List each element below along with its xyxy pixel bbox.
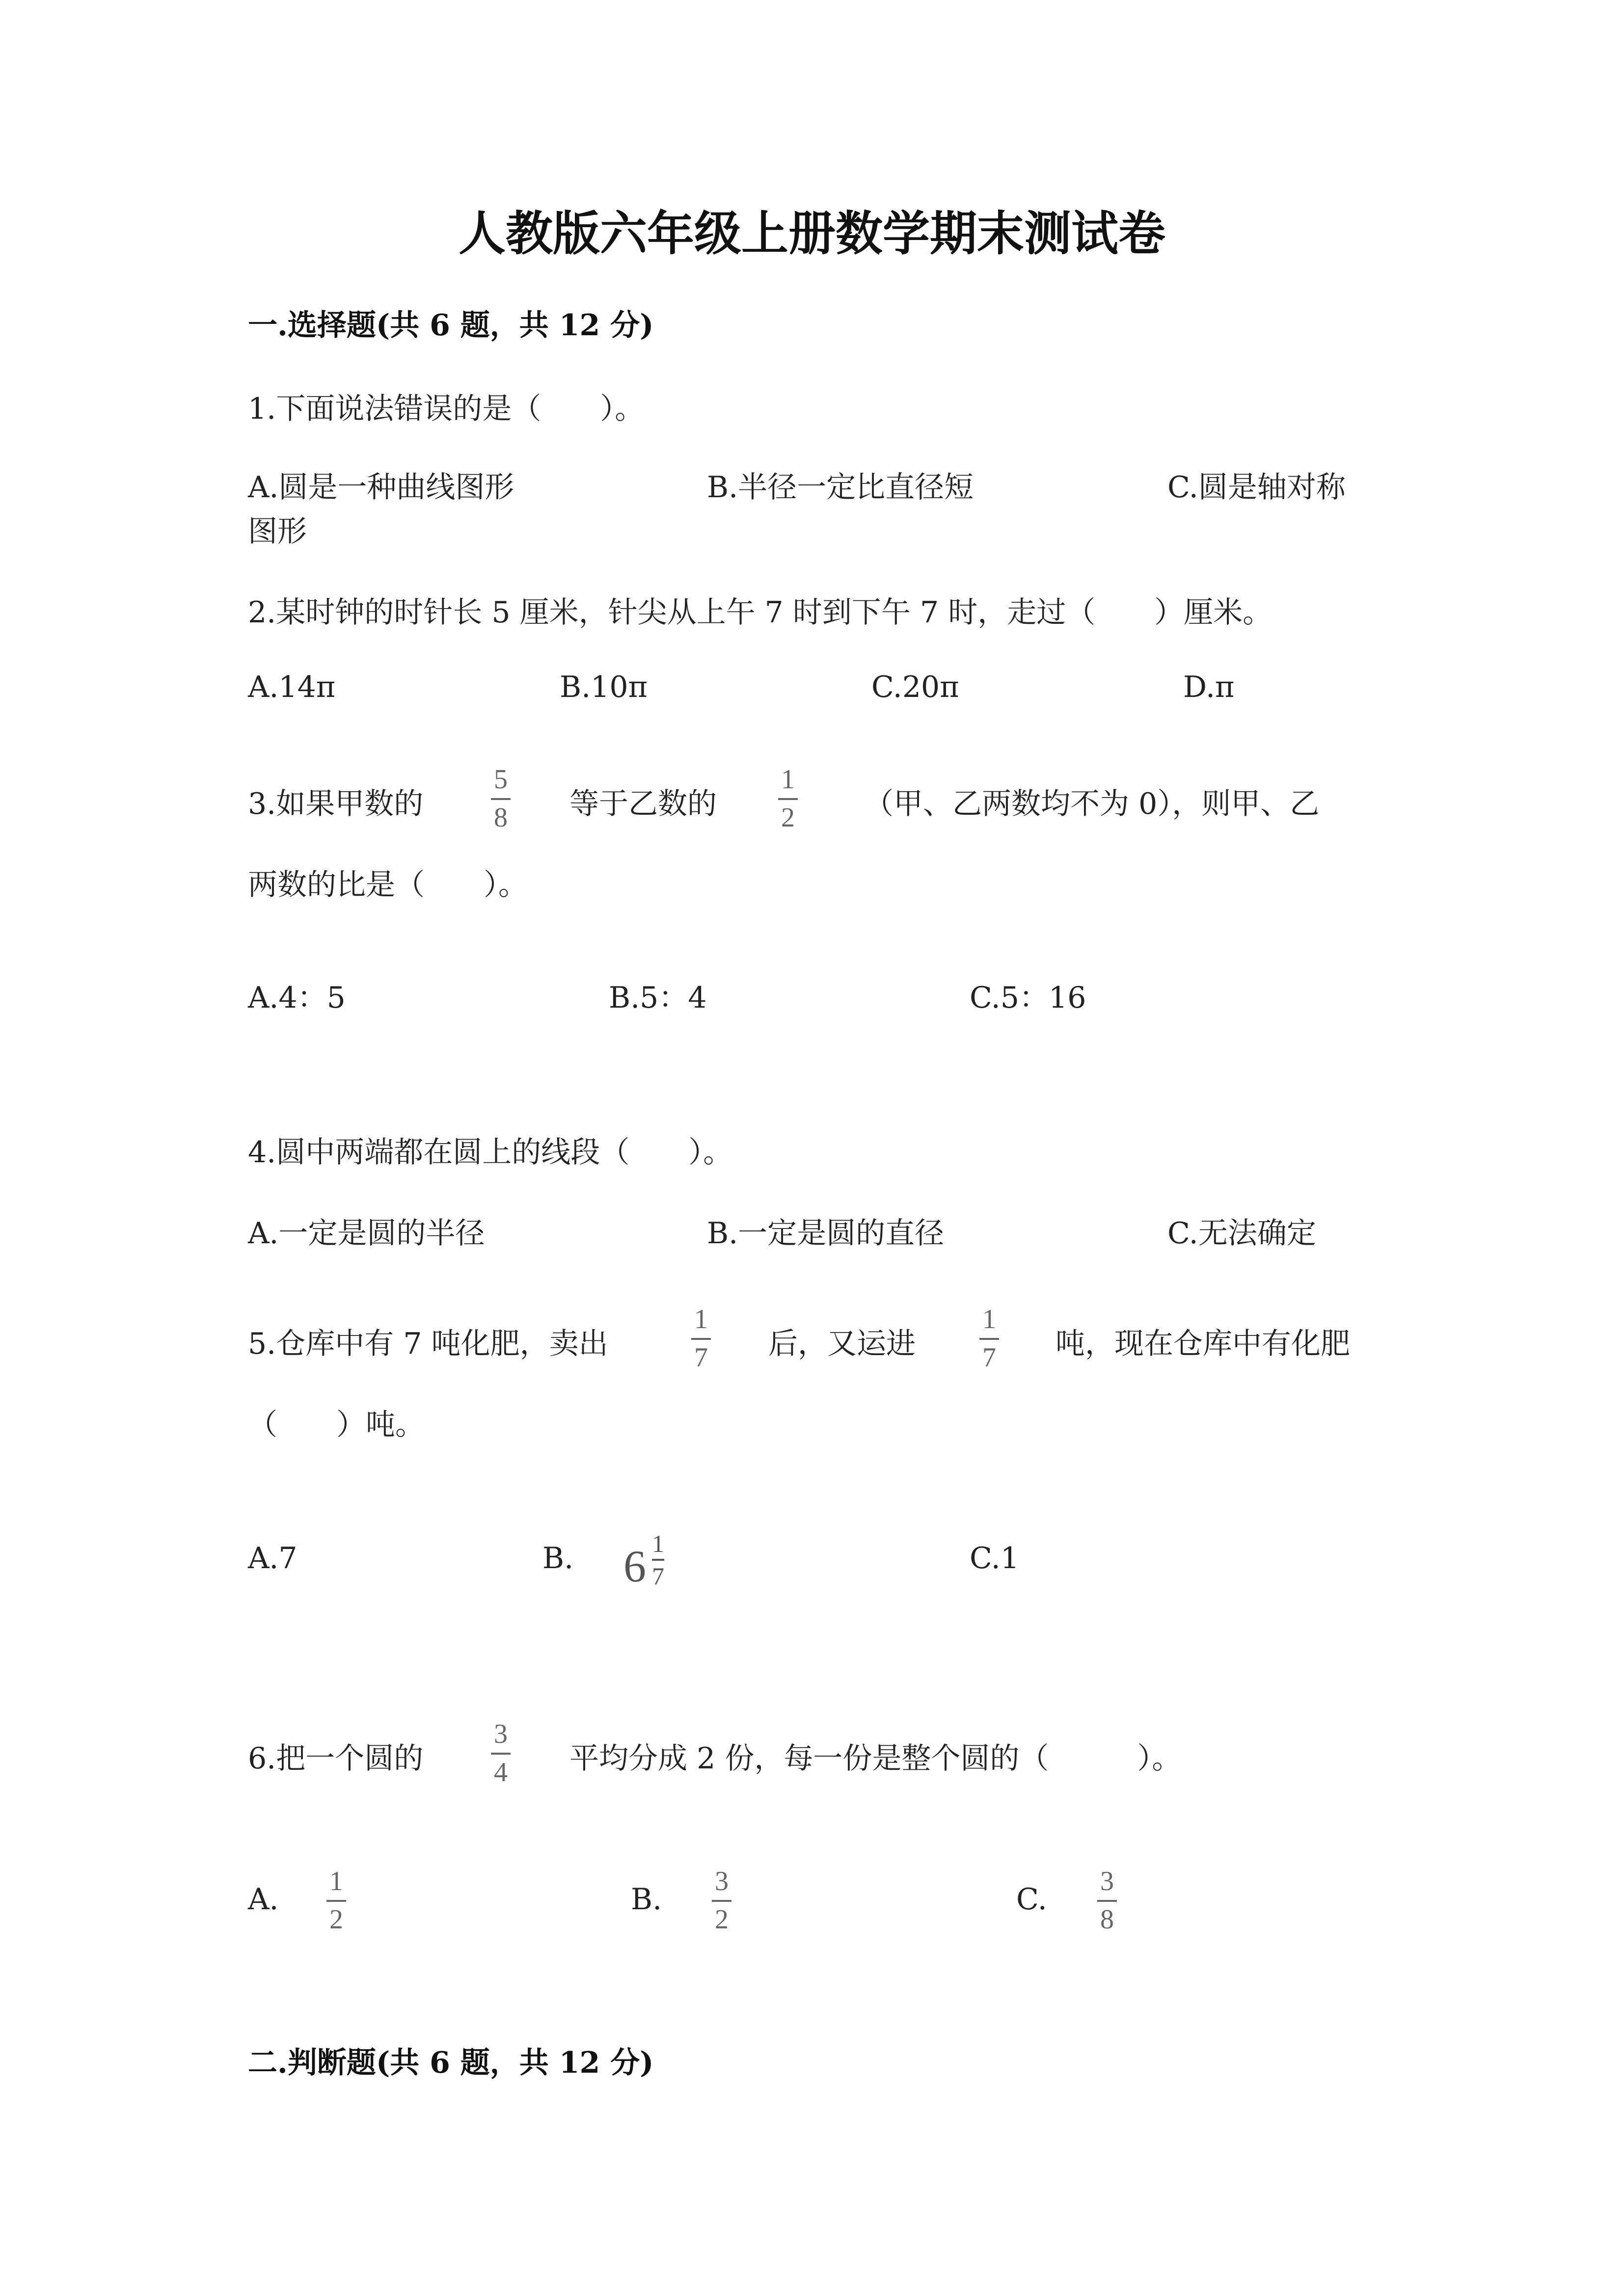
question-3-option-a: A.4：5 bbox=[248, 981, 346, 1015]
question-5-option-b: B. bbox=[542, 1541, 574, 1575]
fraction-numerator: 1 bbox=[982, 1304, 996, 1335]
question-6-option-c-fraction bbox=[1097, 1868, 1117, 1933]
question-3-option-b: B.5：4 bbox=[609, 981, 707, 1015]
fraction-bar bbox=[1097, 1900, 1117, 1902]
question-5-stem-part-3: 吨，现在仓库中有化肥 bbox=[1056, 1327, 1350, 1361]
fraction-denominator: 7 bbox=[652, 1562, 664, 1590]
question-4-option-b: B.一定是圆的直径 bbox=[707, 1216, 945, 1251]
question-5-stem-line-2: （ ）吨。 bbox=[248, 1408, 425, 1442]
question-5-option-a: A.7 bbox=[248, 1541, 298, 1575]
question-3-stem-part-2: 等于乙数的 bbox=[569, 787, 717, 821]
question-3-stem-line-2: 两数的比是（ ）。 bbox=[248, 868, 528, 902]
question-2-option-c: C.20π bbox=[871, 670, 959, 704]
question-6-stem-part-2: 平均分成 2 份，每一份是整个圆的（ ）。 bbox=[569, 1741, 1182, 1776]
fraction-denominator: 2 bbox=[329, 1904, 343, 1935]
question-4-option-a: A.一定是圆的半径 bbox=[248, 1216, 485, 1251]
question-3-fraction-1 bbox=[491, 766, 511, 831]
page-title: 人教版六年级上册数学期末测试卷 bbox=[459, 206, 1165, 261]
fraction-numerator: 5 bbox=[494, 764, 508, 795]
fraction-numerator: 1 bbox=[694, 1304, 708, 1335]
question-2-stem: 2.某时钟的时针长 5 厘米，针尖从上午 7 时到下午 7 时，走过（ ）厘米。 bbox=[248, 595, 1272, 630]
fraction-denominator: 8 bbox=[494, 802, 508, 833]
question-5-option-b-mixed-number bbox=[623, 1531, 677, 1600]
fraction-numerator: 1 bbox=[652, 1530, 664, 1557]
fraction-denominator: 7 bbox=[982, 1342, 996, 1373]
fraction-numerator: 3 bbox=[715, 1866, 729, 1896]
fraction-bar bbox=[652, 1559, 664, 1561]
question-6-option-a-fraction bbox=[326, 1868, 346, 1933]
question-6-option-b-fraction bbox=[712, 1868, 731, 1933]
fraction-bar bbox=[326, 1900, 346, 1902]
fraction-denominator: 7 bbox=[694, 1342, 708, 1373]
section-heading-choice: 一.选择题(共 6 题，共 12 分) bbox=[248, 308, 654, 343]
fraction-bar bbox=[491, 1753, 511, 1755]
question-5-option-c: C.1 bbox=[970, 1541, 1020, 1575]
question-6-option-a: A. bbox=[248, 1882, 279, 1917]
question-3-stem-part-1: 3.如果甲数的 bbox=[248, 787, 424, 821]
question-4-option-c: C.无法确定 bbox=[1167, 1216, 1316, 1251]
question-4-stem: 4.圆中两端都在圆上的线段（ ）。 bbox=[248, 1135, 733, 1170]
question-2-option-d: D.π bbox=[1183, 670, 1235, 704]
fraction-bar bbox=[778, 798, 798, 800]
question-1-option-a: A.圆是一种曲线图形 bbox=[248, 470, 514, 505]
question-1-option-b: B.半径一定比直径短 bbox=[707, 470, 974, 505]
mixed-number-whole: 6 bbox=[623, 1541, 646, 1591]
question-6-stem-part-1: 6.把一个圆的 bbox=[248, 1741, 424, 1776]
question-5-stem-part-1: 5.仓库中有 7 吨化肥，卖出 bbox=[248, 1327, 608, 1361]
fraction-denominator: 2 bbox=[781, 802, 795, 833]
fraction-denominator: 8 bbox=[1100, 1904, 1114, 1935]
fraction-bar bbox=[979, 1338, 999, 1340]
question-5-fraction-1 bbox=[691, 1306, 711, 1371]
question-6-fraction bbox=[491, 1720, 511, 1786]
question-1-option-c: C.圆是轴对称 bbox=[1167, 470, 1346, 505]
fraction-bar bbox=[712, 1900, 731, 1902]
question-1-option-a-continued: 图形 bbox=[248, 514, 307, 549]
question-3-fraction-2 bbox=[778, 766, 798, 831]
mixed-number-fraction bbox=[652, 1531, 664, 1588]
fraction-bar bbox=[691, 1338, 711, 1340]
question-1-stem: 1.下面说法错误的是（ ）。 bbox=[248, 392, 645, 426]
fraction-numerator: 1 bbox=[329, 1866, 343, 1896]
fraction-numerator: 1 bbox=[781, 764, 795, 795]
section-heading-judgement: 二.判断题(共 6 题，共 12 分) bbox=[248, 2046, 654, 2080]
question-3-option-c: C.5：16 bbox=[970, 981, 1086, 1015]
fraction-denominator: 4 bbox=[494, 1757, 508, 1788]
fraction-denominator: 2 bbox=[715, 1904, 729, 1935]
question-6-option-b: B. bbox=[631, 1882, 662, 1917]
question-6-option-c: C. bbox=[1016, 1882, 1047, 1917]
fraction-numerator: 3 bbox=[1100, 1866, 1114, 1896]
question-5-fraction-2 bbox=[979, 1306, 999, 1371]
fraction-numerator: 3 bbox=[494, 1719, 508, 1749]
question-2-option-a: A.14π bbox=[248, 670, 336, 704]
question-5-stem-part-2: 后，又运进 bbox=[768, 1327, 916, 1361]
fraction-bar bbox=[491, 798, 511, 800]
question-2-option-b: B.10π bbox=[560, 670, 648, 704]
question-3-stem-part-3: （甲、乙两数均不为 0），则甲、乙 bbox=[864, 787, 1320, 821]
